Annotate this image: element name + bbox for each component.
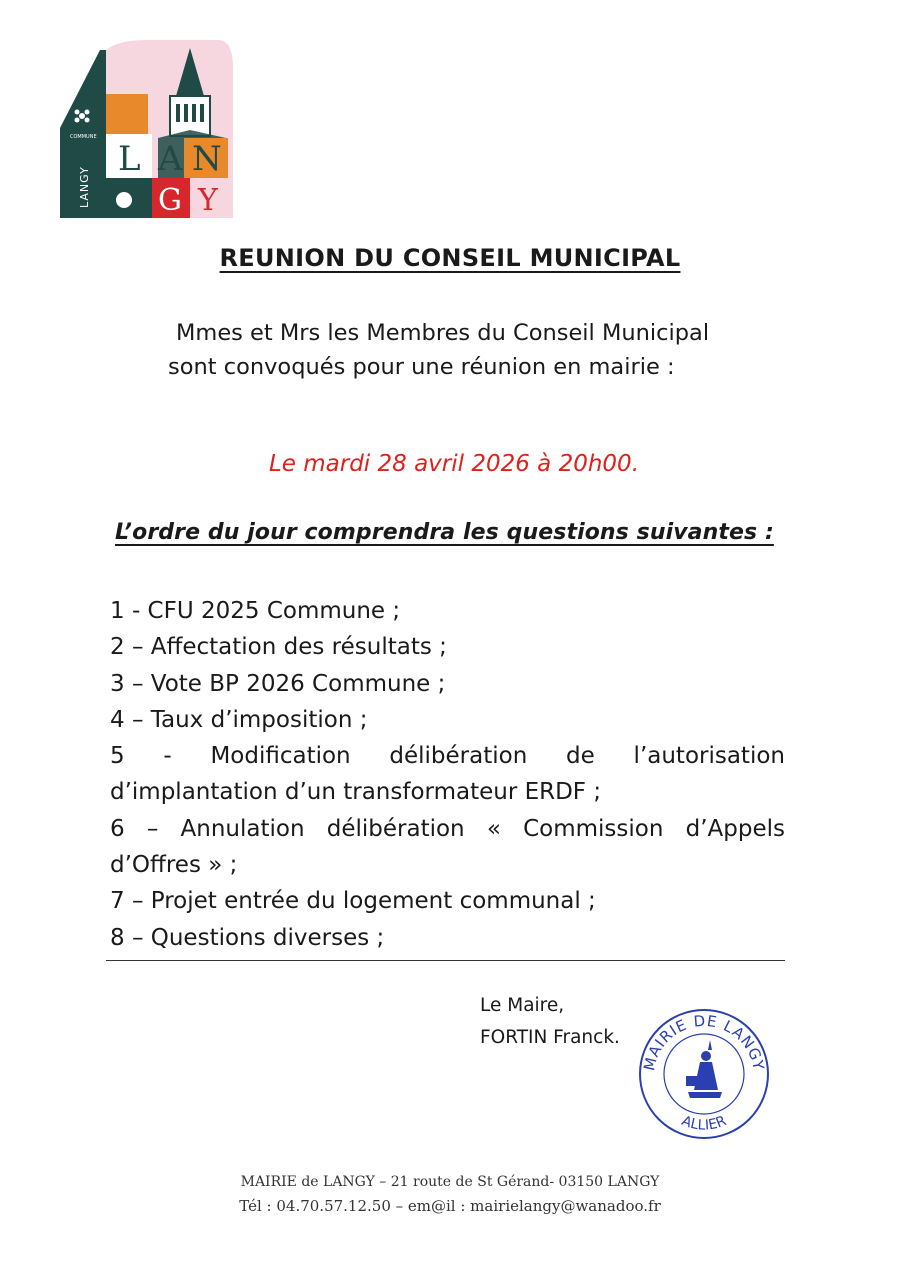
stamp-top-text: MAIRIE DE LANGY <box>640 1011 768 1073</box>
agenda-heading: L’ordre du jour comprendra les questions suivantes : <box>115 520 774 545</box>
document-title <box>0 244 900 272</box>
agenda-item: 6 – Annulation délibération « Commission d’Appels <box>110 815 785 842</box>
footer-address: MAIRIE de LANGY – 21 route de St Gérand- 03150 LANGY <box>240 1174 660 1190</box>
agenda-item-continued: d’implantation d’un transformateur ERDF ; <box>110 779 602 806</box>
svg-text:ALLIER <box>679 1113 729 1134</box>
footer <box>0 1170 900 1218</box>
logo-letter-g: G <box>158 183 182 218</box>
agenda-item: 8 – Questions diverses ; <box>110 924 385 951</box>
agenda-item: 2 – Affectation des résultats ; <box>110 634 447 661</box>
stamp-bottom-text: ALLIER <box>679 1113 729 1134</box>
divider-line <box>106 960 785 961</box>
intro-paragraph <box>168 316 709 384</box>
meeting-date: Le mardi 28 avril 2026 à 20h00. <box>268 451 640 477</box>
signature-name: FORTIN Franck. <box>480 1027 620 1048</box>
agenda-item: 3 – Vote BP 2026 Commune ; <box>110 670 446 697</box>
stamp-figure-icon <box>686 1040 722 1098</box>
footer-contact: Tél : 04.70.57.12.50 – em@il : mairielangy@wanadoo.fr <box>239 1197 661 1215</box>
logo-letter-n: N <box>192 139 222 179</box>
document-title-text: REUNION DU CONSEIL MUNICIPAL <box>219 244 681 272</box>
logo-letter-y: Y <box>198 183 218 218</box>
agenda-list <box>110 593 785 956</box>
agenda-item: 5 - Modification délibération de l’autorisation <box>110 743 785 770</box>
signature-block <box>480 990 620 1054</box>
agenda-item: 1 - CFU 2025 Commune ; <box>110 598 401 624</box>
signature-role: Le Maire, <box>480 995 565 1016</box>
agenda-item: 4 – Taux d’imposition ; <box>110 706 368 733</box>
agenda-item: 7 – Projet entrée du logement communal ; <box>110 888 596 915</box>
intro-line-1: Mmes et Mrs les Membres du Conseil Municipal <box>176 320 710 346</box>
logo-small-text: COMMUNE <box>70 134 97 140</box>
agenda-item-continued: d’Offres » ; <box>110 852 238 879</box>
intro-line-2: sont convoqués pour une réunion en mairie : <box>168 354 675 380</box>
logo-letter-l: L <box>118 139 141 179</box>
langy-logo <box>58 38 236 218</box>
logo-side-text: LANGY <box>78 166 91 208</box>
logo-letter-a: A <box>158 139 183 179</box>
mairie-stamp <box>636 1006 772 1142</box>
